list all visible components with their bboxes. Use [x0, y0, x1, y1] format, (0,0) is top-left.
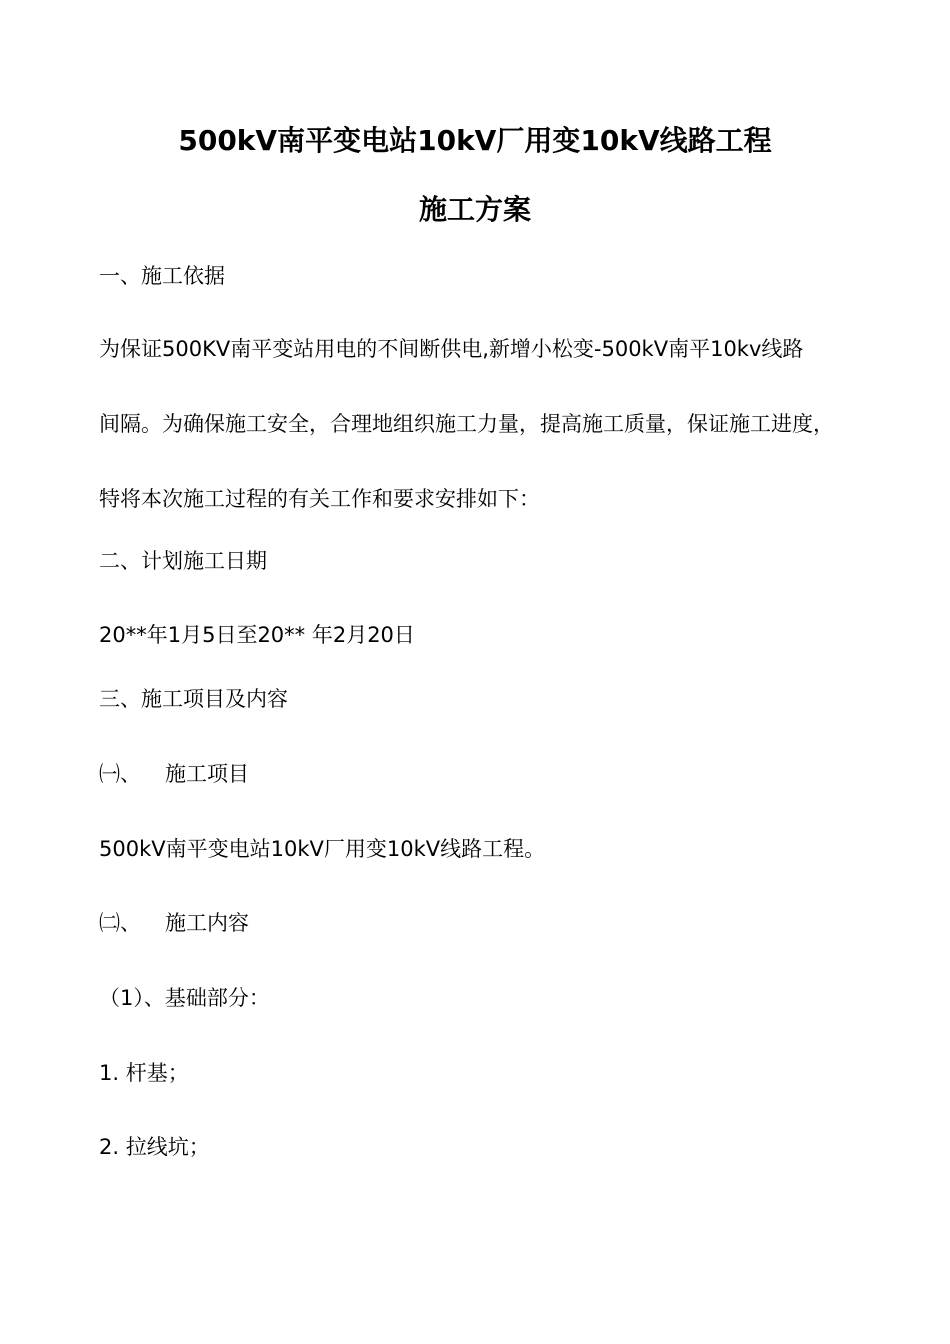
list-item: 2. 拉线坑；	[99, 1135, 210, 1159]
document-subtitle: 施工方案	[418, 193, 531, 226]
project-name: 500kV南平变电站10kV厂用变10kV线路工程。	[99, 837, 546, 861]
subsection-marker: ㈠、	[99, 762, 141, 786]
document-title: 500kV南平变电站10kV厂用变10kV线路工程	[178, 124, 772, 157]
subsection-marker: ㈡、	[99, 911, 141, 935]
section-heading-schedule: 二、计划施工日期	[99, 549, 267, 573]
paragraph-line: 特将本次施工过程的有关工作和要求安排如下：	[99, 487, 540, 511]
subsection-content	[99, 909, 249, 937]
section-heading-basis: 一、施工依据	[99, 264, 225, 288]
schedule-dates: 20**年1月5日至20** 年2月20日	[99, 623, 415, 647]
subsection-label: 施工内容	[165, 911, 249, 935]
subsection-projects	[99, 760, 249, 788]
list-item: 1. 杆基；	[99, 1061, 189, 1085]
list-heading-foundation: （1）、基础部分：	[99, 986, 270, 1010]
paragraph-line: 间隔。为确保施工安全，合理地组织施工力量，提高施工质量，保证施工进度，	[99, 412, 834, 436]
paragraph-line: 为保证500KV南平变站用电的不间断供电,新增小松变-500kV南平10kv线路	[99, 337, 804, 361]
subsection-label: 施工项目	[165, 762, 249, 786]
section-heading-items: 三、施工项目及内容	[99, 687, 288, 711]
